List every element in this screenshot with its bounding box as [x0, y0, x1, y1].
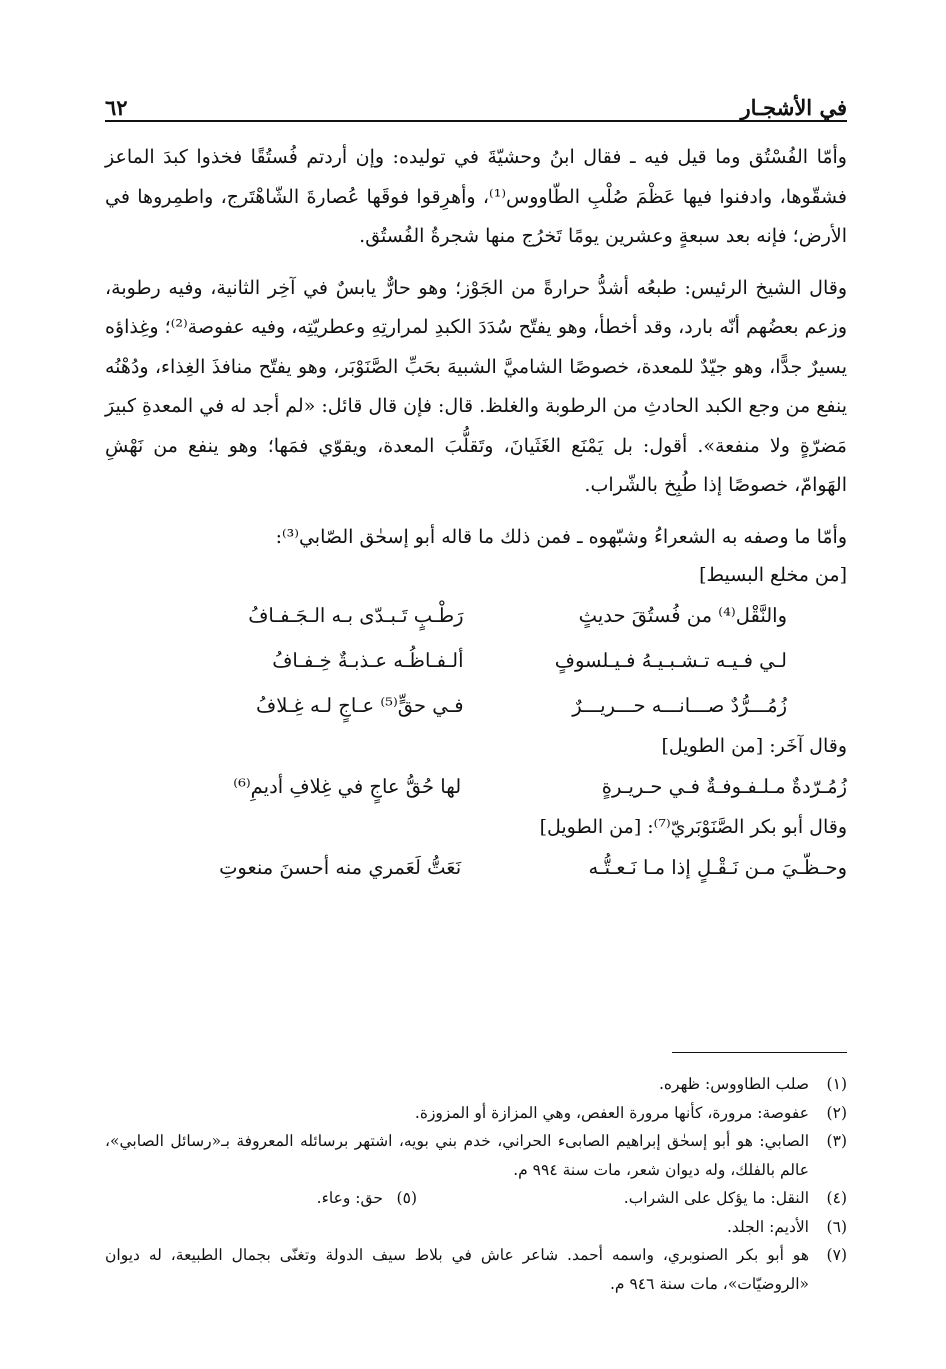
meter-label: [من مخلع البسيط]: [699, 564, 847, 586]
footnote-text: الأديم: الجلد.: [726, 1217, 809, 1236]
verse-first-hemistich: والنَّقْل⁽⁴⁾ من فُستُقَ حديثٍ: [578, 604, 787, 627]
footnote: [105, 1099, 847, 1128]
verse-line: [105, 593, 847, 638]
footnote-number: (٣): [826, 1132, 847, 1150]
verse-second-hemistich: رَطْـبٍ تَـبـدّى بـه الـجَـفـافُ: [248, 604, 464, 627]
footnotes: [105, 1070, 847, 1298]
footnote: [105, 1241, 847, 1298]
paragraph-pistachio-planting: وأمّا الفُسْتُق وما قيل فيه ـ فقال ابنُ وحشيّةَ في توليده: وإن أردتم فُستُقًا فخذوا كبدَ الماعز فشقّوها، وادفنوا فيها عَظْمَ صُلْبِ الطّاووس⁽¹⁾، وأهرِقوا فوقَها عُصارةَ الشّاهْتَرج، واطمِروها في الأرض؛ فإنه بعد سبعةٍ وعشرين يومًا تَخرُج منها شجرةُ الفُستُق.: [105, 146, 847, 247]
footnote: [105, 1070, 847, 1099]
footnote-number: (٢): [826, 1103, 847, 1122]
footnote-number: (٦): [826, 1217, 847, 1236]
verse-first-hemistich: زُمُـــرُّدٌ صـــانـــه حـــريـــرٌ: [572, 694, 787, 717]
paragraph-poets-intro: وأمّا ما وصفه به الشعراءُ وشبّهوه ـ فمن ذلك ما قاله أبو إسحٰق الصّابي⁽³⁾:: [275, 525, 847, 548]
verse-first-hemistich: زُمُـرّدةٌ مـلـفـوفـةٌ فـي حـريـرةٍ: [601, 775, 847, 798]
main-text: [105, 138, 847, 890]
footnote-number: (٤): [826, 1189, 847, 1207]
page: [105, 82, 847, 890]
verse-first-hemistich: وحـظّـيَ مـن نَـقْـلٍ إذا مـا نَـعـتُّـه: [588, 856, 847, 879]
poem-intro-sanawbari: وقال أبو بكر الصَّنَوْبَريّ⁽⁷⁾: [من الطويل]: [539, 816, 847, 838]
footnote-number: (٧): [826, 1246, 847, 1264]
footnote: [317, 1184, 417, 1213]
verse-line: [105, 845, 847, 890]
page-number: ٦٢: [105, 95, 128, 120]
footnote-text: عفوصة: مرورة، كأنها مرورة العفص، وهي المزازة أو المزوزة.: [414, 1103, 809, 1122]
footnote-text: النقل: ما يؤكل على الشراب.: [623, 1189, 809, 1207]
footnote: [105, 1213, 847, 1242]
footnote-number: (٥): [396, 1189, 417, 1207]
verse-second-hemistich: لها حُقُّ عاجٍ في غِلافِ أديمِ⁽⁶⁾: [233, 775, 462, 798]
footnote-divider: [672, 1052, 847, 1053]
verse-second-hemistich: نَعَتُّ لَعَمري منه أحسنَ منعوتِ: [219, 856, 462, 879]
footnote-text: هو أبو بكر الصنوبري، واسمه أحمد. شاعر عاش في بلاط سيف الدولة وتغنّى بجمال الطبيعة، له ديوان «الروضيّات»، مات سنة ٩٤٦ م.: [105, 1246, 809, 1293]
verse-line: [105, 683, 847, 728]
verse-line: [105, 638, 847, 683]
footnote: [105, 1127, 847, 1184]
page-header: [105, 82, 847, 122]
footnote: [417, 1184, 847, 1213]
footnote-number: (١): [826, 1075, 847, 1093]
footnote-pair: [105, 1184, 847, 1213]
footnote-text: الصابي: هو أبو إسحٰق إبراهيم الصابىء الحراني، خدم بني بويه، اشتهر برسائله المعروفة بـ«رسائل الصابي»، عالم بالفلك، وله ديوان شعر، مات سنة ٩٩٤ م.: [105, 1132, 809, 1179]
footnote-text: حق: وعاء.: [316, 1189, 383, 1207]
verse-second-hemistich: فـي حقٍّ⁽⁵⁾ عـاجٍ لـه غِـلافُ: [255, 694, 464, 717]
verse-second-hemistich: ألـفـاظُـه عـذبـةٌ خِـفـافُ: [272, 649, 464, 672]
verse-first-hemistich: لـي فـيـه تـشـبـيـهُ فـيـلسوفٍ: [554, 649, 787, 672]
footnote-text: صلب الطاووس: ظهره.: [658, 1075, 809, 1093]
verse-line: [105, 764, 847, 809]
poem-intro-another: وقال آخَر: [من الطويل]: [661, 735, 847, 757]
paragraph-sheikh-raees: وقال الشيخ الرئيس: طبعُه أشدُّ حرارةً من الجَوْز؛ وهو حارٌّ يابسٌ في آخِر الثانية، وفيه رطوبة، وزعم بعضُهم أنّه بارد، وقد أخطأ، وهو يفتّح سُدَدَ الكبدِ لمرارتِهِ وعطريّتِه، وفيه عفوصة⁽²⁾؛ وغِذاؤه يسيرٌ جدًّا، وهو جيّدٌ للمعدة، خصوصًا الشاميَّ الشبيهَ بحَبِّ الصَّنَوْبَر، وهو يفتّح منافذَ الغِذاء، ودُهْنُه ينفع من وجع الكبد الحادثِ من الرطوبة والغلظ. قال: فإن قال قائل: «لم أجد له في المعدةِ كبيرَ مَضرّةٍ ولا منفعة». أقول: بل يَمْنَع الغَثَيانَ، وتَقلُّبَ المعدة، ويقوّي فمَها؛ وهو ينفع من نَهْشِ الهَوامّ، خصوصًا إذا طُبِخ بالشّراب.: [105, 276, 847, 496]
running-title: في الأشجـار: [740, 95, 847, 120]
